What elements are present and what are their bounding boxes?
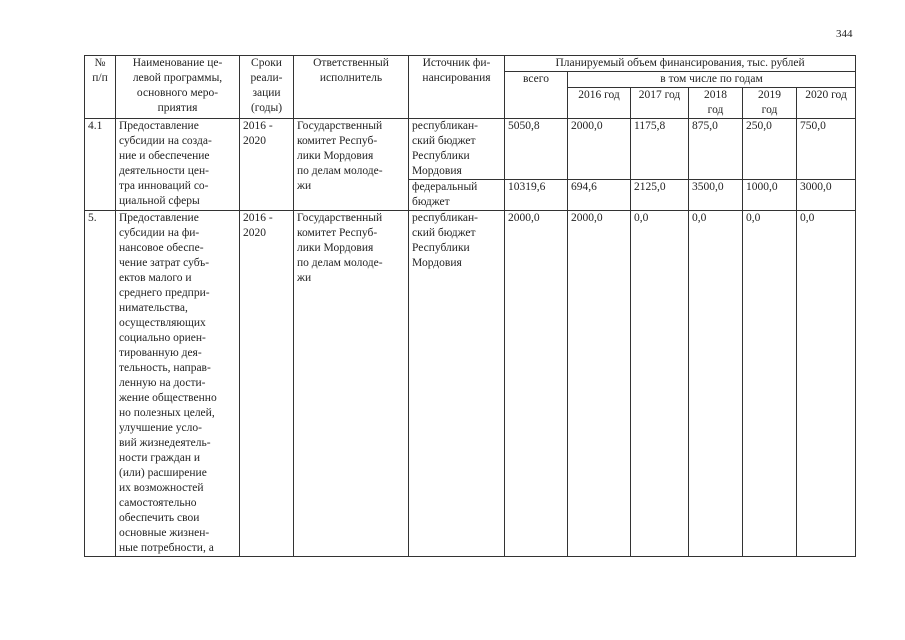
amount-2016: 2000,0: [568, 211, 631, 557]
amount-2019: 250,0: [743, 119, 797, 180]
header-period: Сроки реали- зации (годы): [240, 56, 294, 119]
amount-2016: 2000,0: [568, 119, 631, 180]
amount-2019: 1000,0: [743, 180, 797, 211]
header-year-2020: 2020 год: [797, 88, 856, 119]
amount-2016: 694,6: [568, 180, 631, 211]
amount-2019: 0,0: [743, 211, 797, 557]
financing-table: [84, 55, 856, 557]
row-number: 5.: [85, 211, 116, 557]
period: 2016 - 2020: [240, 119, 294, 211]
amount-total: 5050,8: [505, 119, 568, 180]
header-program-name: Наименование це- левой программы, основного меро- приятия: [116, 56, 240, 119]
amount-2018: 3500,0: [689, 180, 743, 211]
program-name: Предоставление субсидии на созда- ние и обеспечение деятельности цен- тра инноваций со- циальной сферы: [116, 119, 240, 211]
header-year-2016: 2016 год: [568, 88, 631, 119]
row-number: 4.1: [85, 119, 116, 211]
page-number: 344: [836, 28, 853, 40]
amount-2018: 0,0: [689, 211, 743, 557]
header-year-2017: 2017 год: [631, 88, 689, 119]
amount-total: 10319,6: [505, 180, 568, 211]
header-total: всего: [505, 72, 568, 119]
header-including-years: в том числе по годам: [568, 72, 856, 88]
amount-2020: 0,0: [797, 211, 856, 557]
header-number: № п/п: [85, 56, 116, 119]
amount-2017: 2125,0: [631, 180, 689, 211]
amount-2018: 875,0: [689, 119, 743, 180]
executor: Государственный комитет Респуб- лики Мордовия по делам молоде- жи: [294, 211, 409, 557]
header-row-1: [85, 56, 856, 72]
header-planned-volume: Планируемый объем финансирования, тыс. рублей: [505, 56, 856, 72]
amount-2017: 1175,8: [631, 119, 689, 180]
executor: Государственный комитет Респуб- лики Мордовия по делам молоде- жи: [294, 119, 409, 211]
table-row: [85, 211, 856, 557]
header-source: Источник фи- нансирования: [409, 56, 505, 119]
funding-source: республикан- ский бюджет Республики Мордовия: [409, 211, 505, 557]
header-executor: Ответственный исполнитель: [294, 56, 409, 119]
header-year-2019: 2019 год: [743, 88, 797, 119]
header-year-2018: 2018 год: [689, 88, 743, 119]
amount-2017: 0,0: [631, 211, 689, 557]
table-row: [85, 119, 856, 180]
program-name: Предоставление субсидии на фи- нансовое обеспе- чение затрат субъ- ектов малого и среднего предпри- нимательства, осуществляющих социально ориен- тированную дея- тельность, направ- ленную на дости- жение общественно но полезных целей, улучшение усло- вий жизнедеятель- ности граждан и (или) расширение их возможностей самостоятельно обеспечить свои основные жизнен- ные потребности, а: [116, 211, 240, 557]
funding-source: федеральный бюджет: [409, 180, 505, 211]
funding-source: республикан- ский бюджет Республики Мордовия: [409, 119, 505, 180]
period: 2016 - 2020: [240, 211, 294, 557]
amount-2020: 3000,0: [797, 180, 856, 211]
amount-2020: 750,0: [797, 119, 856, 180]
amount-total: 2000,0: [505, 211, 568, 557]
